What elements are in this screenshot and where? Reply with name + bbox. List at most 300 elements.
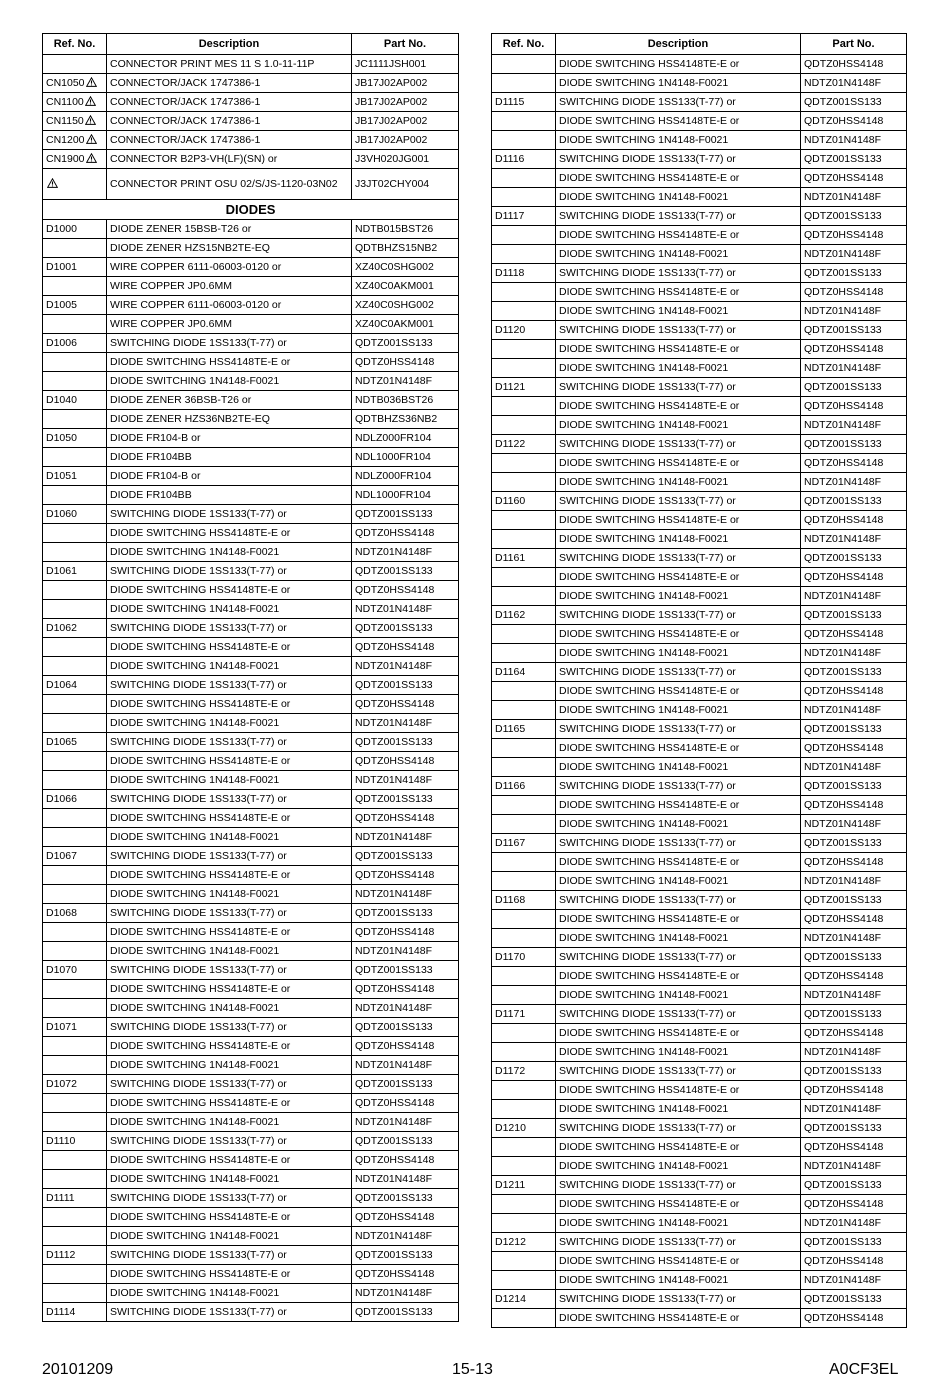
part-no-cell: QDTZ0HSS4148 (801, 910, 907, 929)
ref-no-cell (492, 397, 556, 416)
warning-triangle-icon (85, 96, 96, 106)
description-cell: SWITCHING DIODE 1SS133(T-77) or (107, 1246, 352, 1265)
ref-no-cell (43, 600, 107, 619)
ref-no-text: CN1100 (46, 96, 84, 108)
ref-no-text: D1065 (46, 736, 77, 748)
ref-no-cell (43, 733, 107, 752)
table-row (43, 600, 459, 619)
warning-triangle-icon (86, 134, 97, 144)
part-no-cell: NDTZ01N4148F (801, 245, 907, 264)
table-row (43, 1018, 459, 1037)
description-cell: SWITCHING DIODE 1SS133(T-77) or (556, 891, 801, 910)
ref-no-cell (43, 752, 107, 771)
description-cell: WIRE COPPER 6111-06003-0120 or (107, 296, 352, 315)
description-cell: DIODE SWITCHING HSS4148TE-E or (556, 1195, 801, 1214)
description-cell: DIODE SWITCHING HSS4148TE-E or (556, 55, 801, 74)
ref-no-cell (43, 885, 107, 904)
part-no-cell: QDTZ0HSS4148 (801, 1252, 907, 1271)
description-cell: SWITCHING DIODE 1SS133(T-77) or (556, 264, 801, 283)
part-no-cell: QDTZ0HSS4148 (801, 967, 907, 986)
ref-no-header: Ref. No. (492, 34, 556, 55)
part-no-cell: QDTBHZS15NB2 (352, 239, 459, 258)
ref-no-cell (492, 435, 556, 454)
part-no-cell: QDTZ0HSS4148 (801, 283, 907, 302)
ref-no-cell (43, 1151, 107, 1170)
table-row (43, 467, 459, 486)
description-cell: DIODE SWITCHING HSS4148TE-E or (556, 340, 801, 359)
part-no-cell: QDTZ0HSS4148 (801, 169, 907, 188)
part-no-cell: XZ40C0SHG002 (352, 296, 459, 315)
part-no-cell: QDTZ001SS133 (352, 505, 459, 524)
table-row (43, 74, 459, 93)
table-row (492, 929, 907, 948)
ref-no-header: Ref. No. (43, 34, 107, 55)
ref-no-cell (43, 961, 107, 980)
description-cell: SWITCHING DIODE 1SS133(T-77) or (556, 1290, 801, 1309)
ref-no-cell (43, 695, 107, 714)
ref-no-cell (43, 1056, 107, 1075)
description-cell: DIODE SWITCHING HSS4148TE-E or (107, 638, 352, 657)
description-cell: DIODE SWITCHING 1N4148-F0021 (556, 530, 801, 549)
ref-no-cell (492, 302, 556, 321)
description-cell: SWITCHING DIODE 1SS133(T-77) or (107, 1075, 352, 1094)
part-no-cell: QDTZ0HSS4148 (352, 1208, 459, 1227)
part-no-cell: NDTZ01N4148F (352, 1056, 459, 1075)
ref-no-cell (492, 853, 556, 872)
ref-no-cell (492, 1100, 556, 1119)
description-cell: DIODE SWITCHING HSS4148TE-E or (556, 739, 801, 758)
description-cell: DIODE SWITCHING HSS4148TE-E or (556, 682, 801, 701)
table-row (43, 448, 459, 467)
description-cell: SWITCHING DIODE 1SS133(T-77) or (556, 663, 801, 682)
description-cell: DIODE SWITCHING HSS4148TE-E or (107, 923, 352, 942)
table-row (492, 473, 907, 492)
table-row (492, 682, 907, 701)
description-cell: SWITCHING DIODE 1SS133(T-77) or (556, 378, 801, 397)
description-cell: DIODE SWITCHING HSS4148TE-E or (556, 1138, 801, 1157)
part-no-cell: QDTZ0HSS4148 (801, 1081, 907, 1100)
part-no-cell: QDTZ0HSS4148 (352, 638, 459, 657)
table-row (492, 397, 907, 416)
ref-no-cell (43, 923, 107, 942)
table-row (492, 815, 907, 834)
part-no-cell: QDTZ001SS133 (801, 492, 907, 511)
warning-triangle-icon (86, 153, 97, 163)
part-no-cell: NDTZ01N4148F (801, 302, 907, 321)
ref-no-text: D1164 (495, 666, 526, 678)
ref-no-text: D1040 (46, 394, 77, 406)
ref-no-text: D1166 (495, 780, 526, 792)
ref-no-cell (492, 188, 556, 207)
ref-no-cell (492, 625, 556, 644)
ref-no-text: D1170 (495, 951, 526, 963)
table-row (492, 549, 907, 568)
description-cell: DIODE SWITCHING HSS4148TE-E or (556, 1252, 801, 1271)
part-no-cell: QDTZ0HSS4148 (801, 454, 907, 473)
description-cell: DIODE SWITCHING HSS4148TE-E or (556, 1309, 801, 1328)
description-header: Description (556, 34, 801, 55)
table-row (43, 714, 459, 733)
table-row (492, 1138, 907, 1157)
ref-no-cell (43, 353, 107, 372)
part-no-cell: XZ40C0SHG002 (352, 258, 459, 277)
table-row (43, 1265, 459, 1284)
description-cell: DIODE FR104BB (107, 448, 352, 467)
part-no-cell: QDTZ001SS133 (352, 1075, 459, 1094)
ref-no-cell (43, 980, 107, 999)
description-cell: DIODE SWITCHING 1N4148-F0021 (556, 416, 801, 435)
description-cell: DIODE SWITCHING HSS4148TE-E or (556, 1081, 801, 1100)
description-cell: DIODE SWITCHING HSS4148TE-E or (107, 1151, 352, 1170)
table-row (492, 1005, 907, 1024)
description-cell: DIODE SWITCHING 1N4148-F0021 (556, 188, 801, 207)
description-cell: DIODE SWITCHING 1N4148-F0021 (556, 701, 801, 720)
description-cell: SWITCHING DIODE 1SS133(T-77) or (556, 1176, 801, 1195)
ref-no-text: D1168 (495, 894, 526, 906)
ref-no-text: D1161 (495, 552, 526, 564)
description-cell: DIODE ZENER 15BSB-T26 or (107, 220, 352, 239)
part-no-cell: QDTZ0HSS4148 (352, 1037, 459, 1056)
table-row (43, 429, 459, 448)
part-no-cell: NDTZ01N4148F (801, 1100, 907, 1119)
part-no-header: Part No. (352, 34, 459, 55)
table-row (43, 885, 459, 904)
description-cell: SWITCHING DIODE 1SS133(T-77) or (107, 1189, 352, 1208)
table-row (43, 1037, 459, 1056)
ref-no-text: D1066 (46, 793, 77, 805)
description-cell: DIODE SWITCHING HSS4148TE-E or (556, 568, 801, 587)
description-cell: DIODE SWITCHING 1N4148-F0021 (556, 758, 801, 777)
ref-no-text: D1120 (495, 324, 526, 336)
part-no-cell: NDTZ01N4148F (352, 1113, 459, 1132)
description-cell: DIODE SWITCHING 1N4148-F0021 (556, 1271, 801, 1290)
ref-no-cell (492, 340, 556, 359)
ref-no-cell (43, 657, 107, 676)
ref-no-text: D1112 (46, 1249, 76, 1261)
description-cell: DIODE SWITCHING 1N4148-F0021 (107, 942, 352, 961)
part-no-cell: NDTZ01N4148F (352, 942, 459, 961)
description-cell: DIODE SWITCHING 1N4148-F0021 (556, 644, 801, 663)
ref-no-text: D1122 (495, 438, 526, 450)
ref-no-cell (43, 1303, 107, 1322)
ref-no-cell (43, 55, 107, 74)
description-cell: DIODE SWITCHING HSS4148TE-E or (107, 1037, 352, 1056)
part-no-cell: QDTZ001SS133 (801, 264, 907, 283)
table-row (492, 302, 907, 321)
ref-no-text: D1062 (46, 622, 77, 634)
ref-no-cell (43, 112, 107, 131)
description-cell: WIRE COPPER JP0.6MM (107, 315, 352, 334)
table-row (492, 112, 907, 131)
description-cell: DIODE SWITCHING 1N4148-F0021 (107, 999, 352, 1018)
description-cell: DIODE FR104-B or (107, 467, 352, 486)
ref-no-text: D1214 (495, 1293, 526, 1305)
description-cell: DIODE SWITCHING 1N4148-F0021 (556, 929, 801, 948)
description-cell: DIODE SWITCHING 1N4148-F0021 (107, 885, 352, 904)
ref-no-cell (492, 739, 556, 758)
warning-triangle-icon (47, 178, 58, 188)
part-no-header: Part No. (801, 34, 907, 55)
description-cell: WIRE COPPER JP0.6MM (107, 277, 352, 296)
ref-no-cell (43, 904, 107, 923)
ref-no-cell (492, 264, 556, 283)
description-cell: DIODE SWITCHING 1N4148-F0021 (107, 1284, 352, 1303)
ref-no-cell (492, 1138, 556, 1157)
ref-no-text: D1051 (46, 470, 77, 482)
description-cell: SWITCHING DIODE 1SS133(T-77) or (556, 321, 801, 340)
ref-no-cell (43, 505, 107, 524)
table-row (43, 277, 459, 296)
description-cell: SWITCHING DIODE 1SS133(T-77) or (556, 1062, 801, 1081)
description-cell: SWITCHING DIODE 1SS133(T-77) or (556, 834, 801, 853)
table-row (492, 910, 907, 929)
table-row (492, 150, 907, 169)
table-row (43, 1075, 459, 1094)
table-row (43, 733, 459, 752)
part-no-cell: NDTZ01N4148F (801, 986, 907, 1005)
table-row (43, 1151, 459, 1170)
document-code: A0CF3EL (829, 1361, 899, 1378)
ref-no-cell (43, 315, 107, 334)
table-row (43, 55, 459, 74)
description-cell: DIODE SWITCHING 1N4148-F0021 (107, 372, 352, 391)
part-no-cell: JB17J02AP002 (352, 93, 459, 112)
ref-no-cell (492, 1195, 556, 1214)
table-row (43, 1284, 459, 1303)
ref-no-cell (492, 511, 556, 530)
description-cell: SWITCHING DIODE 1SS133(T-77) or (556, 492, 801, 511)
page-number: 15-13 (452, 1361, 493, 1378)
table-row (492, 891, 907, 910)
table-row (492, 1252, 907, 1271)
description-cell: SWITCHING DIODE 1SS133(T-77) or (107, 1018, 352, 1037)
description-cell: DIODE SWITCHING HSS4148TE-E or (107, 866, 352, 885)
table-row (492, 701, 907, 720)
table-row (492, 587, 907, 606)
part-no-cell: QDTZ0HSS4148 (801, 226, 907, 245)
description-cell: SWITCHING DIODE 1SS133(T-77) or (556, 435, 801, 454)
ref-no-cell (492, 777, 556, 796)
part-no-cell: J3VH020JG001 (352, 150, 459, 169)
table-row (492, 625, 907, 644)
part-no-cell: NDTZ01N4148F (352, 885, 459, 904)
ref-no-cell (43, 638, 107, 657)
description-cell: DIODE SWITCHING HSS4148TE-E or (556, 454, 801, 473)
description-cell: DIODE SWITCHING 1N4148-F0021 (107, 600, 352, 619)
part-no-cell: QDTZ001SS133 (801, 891, 907, 910)
table-row (492, 188, 907, 207)
ref-no-cell (43, 220, 107, 239)
ref-no-cell (492, 948, 556, 967)
table-row (492, 1119, 907, 1138)
part-no-cell: NDTZ01N4148F (352, 828, 459, 847)
ref-no-cell (492, 321, 556, 340)
ref-no-text: D1165 (495, 723, 526, 735)
ref-no-cell (492, 568, 556, 587)
ref-no-cell (492, 663, 556, 682)
description-cell: SWITCHING DIODE 1SS133(T-77) or (107, 1132, 352, 1151)
part-no-cell: QDTZ0HSS4148 (801, 1024, 907, 1043)
part-no-cell: NDTZ01N4148F (801, 1157, 907, 1176)
ref-no-cell (492, 245, 556, 264)
ref-no-cell (492, 74, 556, 93)
part-no-cell: QDTZ0HSS4148 (352, 866, 459, 885)
ref-no-cell (43, 1094, 107, 1113)
footer-date: 20101209 (42, 1361, 114, 1378)
table-header-row (43, 34, 459, 55)
ref-no-cell (43, 150, 107, 169)
ref-no-cell (43, 1113, 107, 1132)
part-no-cell: QDTZ001SS133 (801, 834, 907, 853)
ref-no-cell (492, 1062, 556, 1081)
description-cell: DIODE SWITCHING HSS4148TE-E or (556, 226, 801, 245)
description-cell: SWITCHING DIODE 1SS133(T-77) or (556, 1119, 801, 1138)
ref-no-text: D1121 (495, 381, 526, 393)
ref-no-text: D1212 (495, 1236, 526, 1248)
part-no-cell: NDTZ01N4148F (352, 1284, 459, 1303)
table-row (492, 834, 907, 853)
ref-no-cell (43, 131, 107, 150)
section-heading: DIODES (43, 200, 459, 220)
description-cell: DIODE SWITCHING 1N4148-F0021 (556, 302, 801, 321)
description-cell: CONNECTOR PRINT MES 11 S 1.0-11-11P (107, 55, 352, 74)
table-row (43, 372, 459, 391)
part-no-cell: NDTZ01N4148F (801, 416, 907, 435)
ref-no-cell (492, 796, 556, 815)
part-no-cell: QDTZ001SS133 (801, 378, 907, 397)
description-cell: DIODE SWITCHING 1N4148-F0021 (107, 714, 352, 733)
table-row (492, 131, 907, 150)
table-row (492, 644, 907, 663)
part-no-cell: QDTZ0HSS4148 (801, 1138, 907, 1157)
part-no-cell: QDTZ0HSS4148 (801, 1309, 907, 1328)
table-row (43, 1132, 459, 1151)
part-no-cell: NDLZ000FR104 (352, 429, 459, 448)
section-heading-row (43, 200, 459, 220)
description-cell: DIODE SWITCHING HSS4148TE-E or (556, 1024, 801, 1043)
description-header: Description (107, 34, 352, 55)
ref-no-cell (492, 492, 556, 511)
description-cell: DIODE SWITCHING HSS4148TE-E or (107, 1094, 352, 1113)
part-no-cell: J3JT02CHY004 (352, 169, 459, 200)
description-cell: DIODE SWITCHING 1N4148-F0021 (556, 872, 801, 891)
ref-no-text: D1005 (46, 299, 77, 311)
part-no-cell: QDTZ001SS133 (801, 549, 907, 568)
ref-no-text: D1114 (46, 1306, 76, 1318)
part-no-cell: QDTZ001SS133 (801, 720, 907, 739)
part-no-cell: QDTZ0HSS4148 (352, 752, 459, 771)
description-cell: SWITCHING DIODE 1SS133(T-77) or (556, 93, 801, 112)
table-row (43, 657, 459, 676)
table-row (492, 872, 907, 891)
table-row (43, 391, 459, 410)
part-no-cell: QDTZ0HSS4148 (801, 568, 907, 587)
part-no-cell: QDTZ001SS133 (801, 777, 907, 796)
ref-no-cell (43, 410, 107, 429)
part-no-cell: NDLZ000FR104 (352, 467, 459, 486)
ref-no-cell (43, 391, 107, 410)
part-no-cell: QDTZ001SS133 (801, 1233, 907, 1252)
ref-no-text: D1060 (46, 508, 77, 520)
ref-no-cell (43, 866, 107, 885)
ref-no-text: D1067 (46, 850, 77, 862)
description-cell: CONNECTOR/JACK 1747386-1 (107, 112, 352, 131)
part-no-cell: QDTZ001SS133 (801, 606, 907, 625)
ref-no-cell (43, 562, 107, 581)
part-no-cell: QDTZ0HSS4148 (352, 353, 459, 372)
part-no-cell: NDTZ01N4148F (801, 131, 907, 150)
ref-no-cell (492, 1309, 556, 1328)
table-row (492, 492, 907, 511)
description-cell: SWITCHING DIODE 1SS133(T-77) or (107, 790, 352, 809)
table-row (492, 1309, 907, 1328)
ref-no-cell (43, 1018, 107, 1037)
table-row (492, 1081, 907, 1100)
ref-no-cell (492, 986, 556, 1005)
ref-no-text: D1070 (46, 964, 77, 976)
table-row (492, 1062, 907, 1081)
part-no-cell: QDTZ001SS133 (801, 1062, 907, 1081)
table-row (492, 1024, 907, 1043)
ref-no-cell (43, 828, 107, 847)
description-cell: DIODE SWITCHING HSS4148TE-E or (556, 283, 801, 302)
description-cell: DIODE SWITCHING 1N4148-F0021 (556, 359, 801, 378)
description-cell: SWITCHING DIODE 1SS133(T-77) or (556, 549, 801, 568)
ref-no-text: D1068 (46, 907, 77, 919)
table-row (43, 619, 459, 638)
description-cell: CONNECTOR B2P3-VH(LF)(SN) or (107, 150, 352, 169)
table-row (43, 847, 459, 866)
table-row (492, 359, 907, 378)
ref-no-text: D1061 (46, 565, 77, 577)
part-no-cell: NDTZ01N4148F (352, 657, 459, 676)
ref-no-cell (43, 999, 107, 1018)
ref-no-text: D1162 (495, 609, 526, 621)
ref-no-cell (43, 1227, 107, 1246)
ref-no-cell (43, 486, 107, 505)
part-no-cell: NDTZ01N4148F (801, 1271, 907, 1290)
description-cell: CONNECTOR/JACK 1747386-1 (107, 131, 352, 150)
description-cell: SWITCHING DIODE 1SS133(T-77) or (556, 720, 801, 739)
part-no-cell: NDTZ01N4148F (801, 1043, 907, 1062)
table-row (43, 239, 459, 258)
ref-no-text: CN1050 (46, 77, 85, 89)
part-no-cell: QDTZ001SS133 (801, 435, 907, 454)
table-row (43, 695, 459, 714)
ref-no-cell (492, 1252, 556, 1271)
part-no-cell: NDTZ01N4148F (801, 929, 907, 948)
ref-no-cell (43, 448, 107, 467)
description-cell: SWITCHING DIODE 1SS133(T-77) or (107, 1303, 352, 1322)
ref-no-cell (43, 258, 107, 277)
description-cell: DIODE SWITCHING HSS4148TE-E or (556, 910, 801, 929)
part-no-cell: QDTZ001SS133 (352, 334, 459, 353)
table-row (43, 828, 459, 847)
ref-no-text: CN1200 (46, 134, 85, 146)
ref-no-text: D1210 (495, 1122, 526, 1134)
part-no-cell: QDTZ0HSS4148 (352, 581, 459, 600)
part-no-cell: QDTZ001SS133 (801, 207, 907, 226)
table-row (492, 986, 907, 1005)
ref-no-cell (492, 1271, 556, 1290)
part-no-cell: QDTZ001SS133 (801, 948, 907, 967)
part-no-cell: NDTZ01N4148F (801, 188, 907, 207)
ref-no-cell (492, 967, 556, 986)
part-no-cell: QDTZ001SS133 (801, 1119, 907, 1138)
table-row (43, 923, 459, 942)
description-cell: DIODE SWITCHING 1N4148-F0021 (556, 245, 801, 264)
table-row (492, 264, 907, 283)
